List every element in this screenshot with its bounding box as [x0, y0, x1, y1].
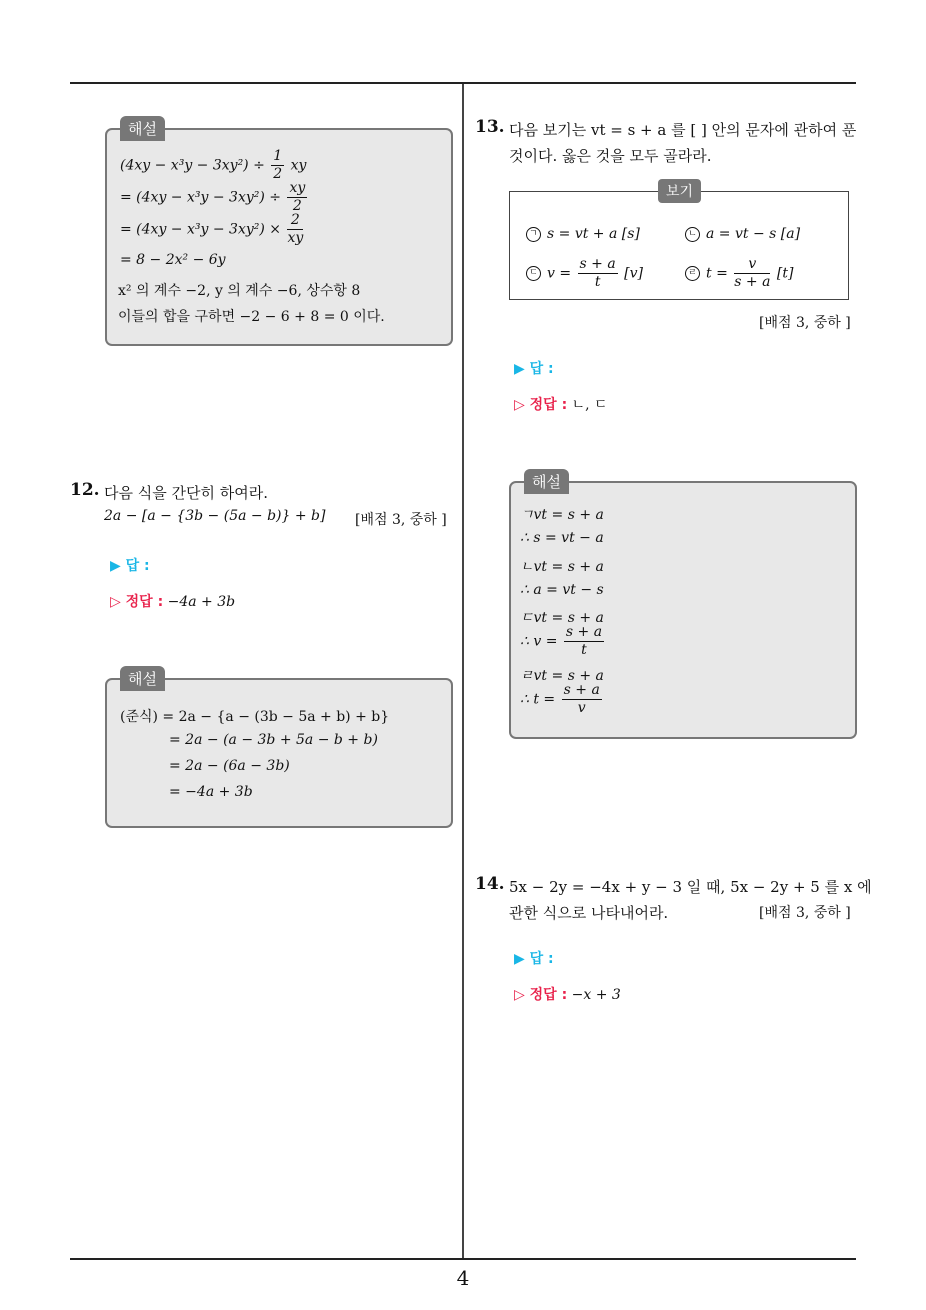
- q13-correct-answer: ▷ 정답 : ㄴ, ㄷ: [514, 397, 608, 413]
- q11-sol-frac2: $\frac{xy}{2}$: [289, 180, 306, 214]
- option-marker-icon: ㄴ: [685, 227, 700, 242]
- q13-number: 13.: [475, 117, 505, 137]
- q14-number: 14.: [475, 874, 505, 894]
- q13-sol-line3: ㄴvt = s + a: [520, 559, 604, 575]
- q12-expression: 2a − [a − {3b − (5a − b)} + b]: [104, 508, 326, 524]
- q12-number: 12.: [70, 480, 100, 500]
- q11-sol-line6: 이들의 합을 구하면 −2 − 6 + 8 = 0 이다.: [118, 309, 385, 325]
- q11-sol-line1: (4xy − x³y − 3xy²) ÷ $\frac{1}{2}$ xy: [120, 148, 307, 182]
- q13-sol-line2: ∴ s = vt − a: [520, 530, 604, 546]
- q14-text-line2: 관한 식으로 나타내어라.: [509, 904, 669, 922]
- q12-sol-line4: = −4a + 3b: [169, 784, 253, 800]
- q12-sol-line2: = 2a − (a − 3b + 5a − b + b): [169, 732, 378, 748]
- q13-option-3: ㄷ v = $\frac{s + a}{t}$ [v]: [526, 256, 643, 291]
- q13-sol-line5: ㄷvt = s + a: [520, 610, 604, 626]
- q11-sol-line3: = (4xy − x³y − 3xy²) × $\frac{2}{xy}$: [120, 212, 304, 246]
- q13-opt4-frac: $\frac{v}{s + a}$: [734, 256, 771, 290]
- q14-correct-answer: ▷ 정답 : −x + 3: [514, 987, 621, 1003]
- q13-sol-line7: ㄹvt = s + a: [520, 668, 604, 684]
- q13-bogi-label: 보기: [658, 179, 701, 203]
- q13-sol-line6: ∴ v = $\frac{s + a}{t}$: [520, 624, 603, 658]
- q11-solution-label: 해설: [120, 116, 165, 141]
- q12-correct-answer: ▷ 정답 : −4a + 3b: [110, 594, 236, 610]
- q11-sol-line2: = (4xy − x³y − 3xy²) ÷ $\frac{xy}{2}$: [120, 180, 306, 214]
- q11-sol-frac3: $\frac{2}{xy}$: [287, 212, 304, 246]
- q13-answer-field[interactable]: ▶ 답 :: [514, 361, 554, 377]
- option-marker-icon: ㄹ: [685, 266, 700, 281]
- q13-text-line2: 것이다. 옳은 것을 모두 골라라.: [509, 147, 712, 165]
- q13-sol-line4: ∴ a = vt − s: [520, 582, 604, 598]
- q11-sol-line4: = 8 − 2x² − 6y: [120, 252, 226, 268]
- page-number: 4: [456, 1266, 470, 1290]
- q13-option-4: ㄹ t = $\frac{v}{s + a}$ [t]: [685, 256, 793, 291]
- q13-opt3-frac: $\frac{s + a}{t}$: [579, 256, 616, 290]
- q14-answer-field[interactable]: ▶ 답 :: [514, 951, 554, 967]
- q12-sol-line3: = 2a − (6a − 3b): [169, 758, 290, 774]
- column-divider: [462, 84, 464, 1258]
- q14-score: [배점 3, 중하 ]: [759, 905, 851, 921]
- q11-sol-frac1: $\frac{1}{2}$: [273, 148, 283, 182]
- option-marker-icon: ㄷ: [526, 266, 541, 281]
- q12-solution-box: [105, 678, 453, 828]
- q13-text-line1: 다음 보기는 vt = s + a 를 [ ] 안의 문자에 관하여 푼: [509, 121, 857, 139]
- q13-sol-frac2: $\frac{s + a}{v}$: [563, 682, 600, 716]
- bottom-rule: [70, 1258, 856, 1260]
- q12-sol-line1: (준식) = 2a − {a − (3b − 5a + b) + b}: [120, 709, 390, 725]
- q11-sol-line5: x² 의 계수 −2, y 의 계수 −6, 상수항 8: [118, 283, 361, 299]
- q13-sol-line1: ㄱvt = s + a: [520, 507, 604, 523]
- q13-solution-label: 해설: [524, 469, 569, 494]
- option-marker-icon: ㄱ: [526, 227, 541, 242]
- q12-solution-label: 해설: [120, 666, 165, 691]
- q13-option-2: ㄴ a = vt − s [a]: [685, 226, 800, 242]
- q12-answer-field[interactable]: ▶ 답 :: [110, 558, 150, 574]
- q14-text-line1: 5x − 2y = −4x + y − 3 일 때, 5x − 2y + 5 를 x 에: [509, 878, 872, 896]
- q12-text: 다음 식을 간단히 하여라.: [104, 484, 268, 502]
- q13-score: [배점 3, 중하 ]: [759, 315, 851, 331]
- q13-option-1: ㄱ s = vt + a [s]: [526, 226, 640, 242]
- q13-sol-frac1: $\frac{s + a}{t}$: [565, 624, 603, 658]
- q13-sol-line8: ∴ t = $\frac{s + a}{v}$: [520, 682, 600, 716]
- q12-score: [배점 3, 중하 ]: [355, 512, 447, 528]
